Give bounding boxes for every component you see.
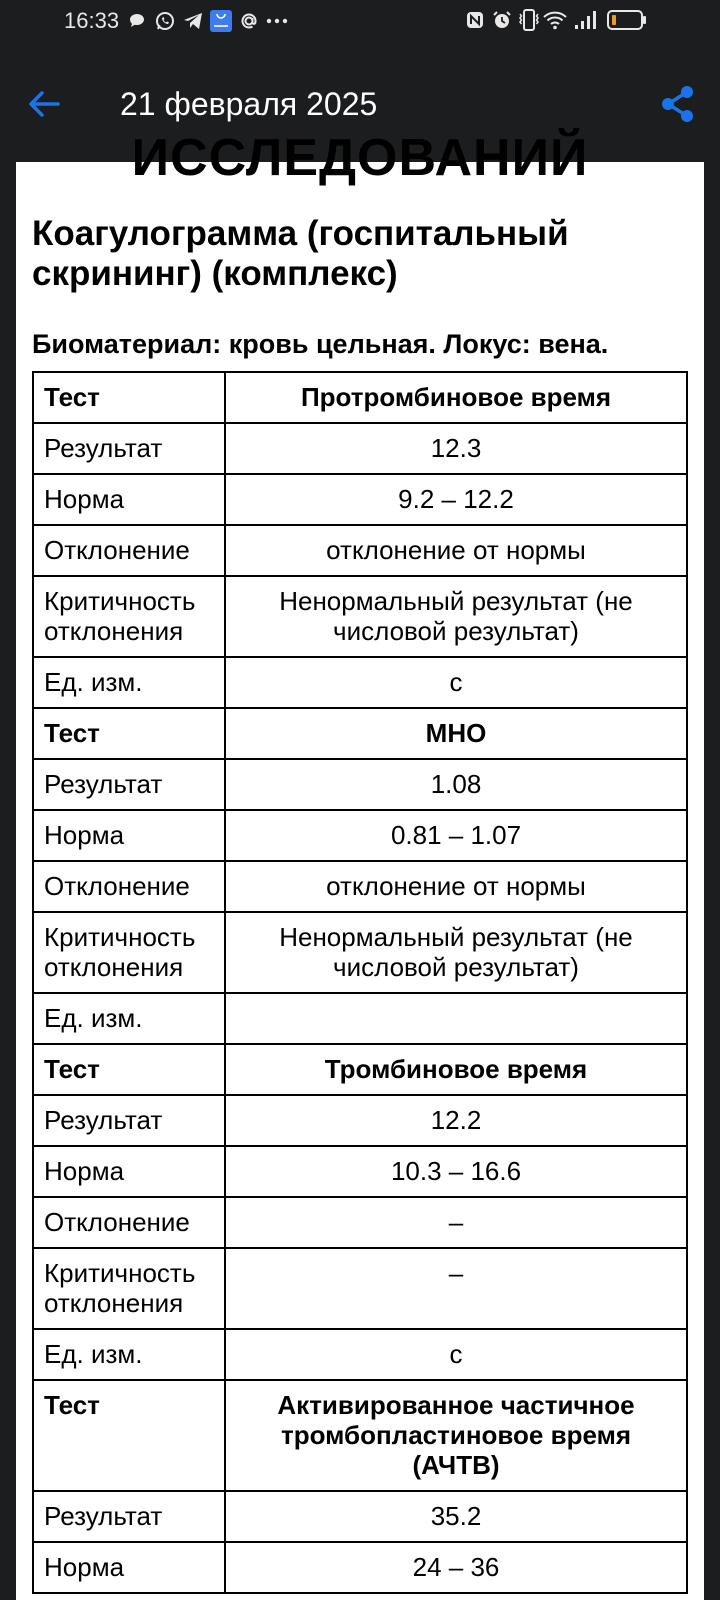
table-row xyxy=(33,576,687,657)
vibrate-icon xyxy=(519,9,539,31)
cell-label: Тест xyxy=(33,708,225,759)
table-row xyxy=(33,1491,687,1542)
battery-low-icon xyxy=(606,9,648,31)
cell-label: Результат xyxy=(33,1491,225,1542)
share-icon xyxy=(660,85,696,123)
cell-unit: с xyxy=(225,657,687,708)
table-row xyxy=(33,1248,687,1329)
signal-icon xyxy=(573,9,599,31)
page-title: 21 февраля 2025 xyxy=(120,86,378,122)
cell-criticality: – xyxy=(225,1248,687,1329)
cell-label: Тест xyxy=(33,1044,225,1095)
cell-label: Норма xyxy=(33,1542,225,1593)
table-row xyxy=(33,912,687,993)
table-row xyxy=(33,423,687,474)
table-row xyxy=(33,1197,687,1248)
document-heading: ИССЛЕДОВАНИЙ xyxy=(131,129,589,187)
cell-norm: 24 – 36 xyxy=(225,1542,687,1593)
cell-test-name: Активированное частичное тромбопластиновое время (АЧТВ) xyxy=(225,1380,687,1491)
message-icon xyxy=(127,10,147,32)
table-row xyxy=(33,1095,687,1146)
table-row xyxy=(33,525,687,576)
cell-label: Норма xyxy=(33,1146,225,1197)
nfc-icon xyxy=(465,9,485,31)
status-right xyxy=(465,9,648,31)
cell-norm: 10.3 – 16.6 xyxy=(225,1146,687,1197)
more-dots-icon xyxy=(267,10,287,32)
back-button[interactable] xyxy=(24,84,64,124)
cell-deviation: – xyxy=(225,1197,687,1248)
cell-result: 35.2 xyxy=(225,1491,687,1542)
table-row-test xyxy=(33,1044,687,1095)
table-row xyxy=(33,810,687,861)
cell-criticality: Ненормальный результат (не числовой результат) xyxy=(225,912,687,993)
cell-label: Ед. изм. xyxy=(33,657,225,708)
cell-label: Отклонение xyxy=(33,525,225,576)
cell-label: Критичность отклонения xyxy=(33,1248,225,1329)
table-row xyxy=(33,759,687,810)
table-row xyxy=(33,474,687,525)
cell-label: Результат xyxy=(33,759,225,810)
cell-test-name: МНО xyxy=(225,708,687,759)
share-button[interactable] xyxy=(656,82,700,126)
table-row-test xyxy=(33,372,687,423)
cell-norm: 0.81 – 1.07 xyxy=(225,810,687,861)
cell-label: Критичность отклонения xyxy=(33,576,225,657)
cell-criticality: Ненормальный результат (не числовой результат) xyxy=(225,576,687,657)
cell-unit: с xyxy=(225,1329,687,1380)
cell-label: Результат xyxy=(33,1095,225,1146)
cell-norm: 9.2 – 12.2 xyxy=(225,474,687,525)
cell-label: Тест xyxy=(33,1380,225,1491)
table-row xyxy=(33,1542,687,1593)
cell-label: Отклонение xyxy=(33,861,225,912)
table-row-test xyxy=(33,708,687,759)
cell-unit xyxy=(225,993,687,1044)
cell-label: Ед. изм. xyxy=(33,1329,225,1380)
cell-result: 12.2 xyxy=(225,1095,687,1146)
alarm-icon xyxy=(492,9,512,31)
cell-result: 1.08 xyxy=(225,759,687,810)
section-title: Коагулограмма (госпитальный скрининг) (комплекс) xyxy=(32,214,569,293)
app-store-icon xyxy=(211,10,231,32)
cell-result: 12.3 xyxy=(225,423,687,474)
cell-label: Норма xyxy=(33,474,225,525)
cell-label: Результат xyxy=(33,423,225,474)
status-time: 16:33 xyxy=(64,8,120,33)
whatsapp-icon xyxy=(155,10,175,32)
table-row xyxy=(33,657,687,708)
cell-test-name: Протромбиновое время xyxy=(225,372,687,423)
at-sign-icon xyxy=(239,10,259,32)
table-row xyxy=(33,1329,687,1380)
table-row xyxy=(33,993,687,1044)
cell-label: Тест xyxy=(33,372,225,423)
biomaterial-info: Биоматериал: кровь цельная. Локус: вена. xyxy=(32,329,609,359)
cell-label: Отклонение xyxy=(33,1197,225,1248)
arrow-left-icon xyxy=(26,86,62,122)
telegram-icon xyxy=(183,10,203,32)
status-left xyxy=(64,8,287,34)
cell-label: Ед. изм. xyxy=(33,993,225,1044)
cell-label: Критичность отклонения xyxy=(33,912,225,993)
cell-label: Норма xyxy=(33,810,225,861)
wifi-icon xyxy=(546,9,566,31)
table-row xyxy=(33,861,687,912)
cell-deviation: отклонение от нормы xyxy=(225,861,687,912)
cell-test-name: Тромбиновое время xyxy=(225,1044,687,1095)
status-bar xyxy=(0,0,720,44)
table-row xyxy=(33,1146,687,1197)
results-table xyxy=(32,371,688,1594)
cell-deviation: отклонение от нормы xyxy=(225,525,687,576)
document-view[interactable] xyxy=(16,129,704,1600)
table-row-test xyxy=(33,1380,687,1491)
